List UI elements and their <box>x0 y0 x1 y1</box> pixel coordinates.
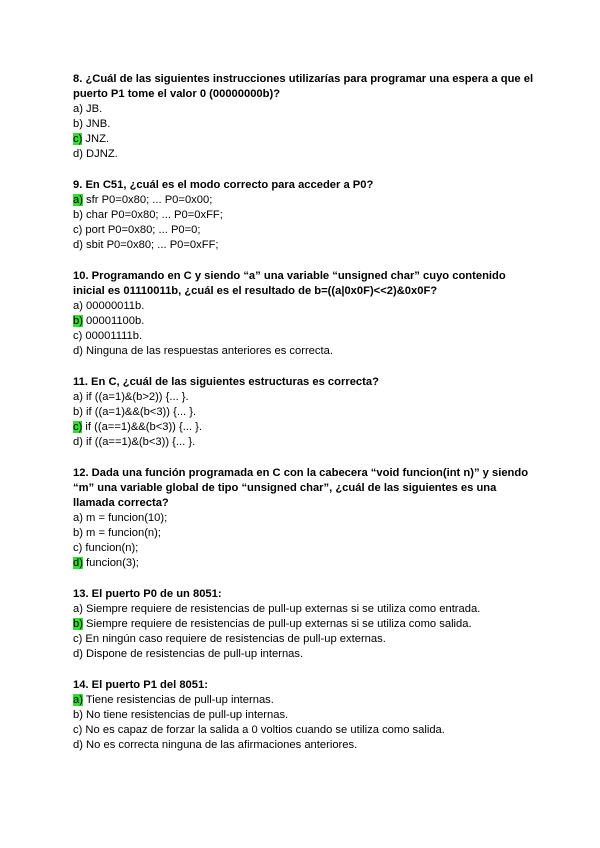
correct-answer-highlight: c) <box>73 421 83 433</box>
option-letter: c) <box>73 724 83 736</box>
option-c <box>73 632 540 647</box>
option-c <box>73 420 540 435</box>
question-title: 10. Programando en C y siendo “a” una variable “unsigned char” cuyo contenido inicial es 01110011b, ¿cuál es el resultado de b=((a|0x0F)<<2)&0x0F? <box>73 270 506 297</box>
option-d <box>73 435 540 450</box>
question-title: 12. Dada una función programada en C con la cabecera “void funcion(int n)” y siendo “m” una variable global de tipo “unsigned char”, ¿cuál de las siguientes es una llamada correcta? <box>73 467 529 509</box>
option-letter: c) <box>73 633 83 645</box>
option-b <box>73 314 540 329</box>
question-title: 9. En C51, ¿cuál es el modo correcto para acceder a P0? <box>73 179 374 191</box>
option-text: if ((a=1)&&(b<3)) {... }. <box>82 406 197 418</box>
option-text: funcion(3); <box>82 557 139 569</box>
option-letter: b) <box>73 709 83 721</box>
option-text: m = funcion(10); <box>82 512 168 524</box>
option-letter: c) <box>73 330 83 342</box>
correct-answer-highlight: a) <box>73 694 83 706</box>
correct-answer-highlight: d) <box>73 557 83 569</box>
option-letter: a) <box>73 512 83 524</box>
question-12 <box>73 466 540 571</box>
option-c <box>73 541 540 556</box>
correct-answer-highlight: c) <box>73 133 83 145</box>
option-text: sbit P0=0x80; ... P0=0xFF; <box>82 239 219 251</box>
option-letter: c) <box>73 542 83 554</box>
option-a <box>73 102 540 117</box>
correct-answer-highlight: a) <box>73 194 83 206</box>
option-letter: b) <box>73 406 83 418</box>
option-letter: b) <box>73 527 83 539</box>
option-d <box>73 738 540 753</box>
option-text: char P0=0x80; ... P0=0xFF; <box>82 209 223 221</box>
question-13 <box>73 587 540 662</box>
option-text: DJNZ. <box>82 148 118 160</box>
option-letter: a) <box>73 391 83 403</box>
option-d <box>73 647 540 662</box>
question-14 <box>73 678 540 753</box>
option-a <box>73 511 540 526</box>
option-letter: d) <box>73 739 83 751</box>
option-a <box>73 193 540 208</box>
option-a <box>73 390 540 405</box>
option-b <box>73 526 540 541</box>
option-letter: b) <box>73 209 83 221</box>
option-text: No es correcta ninguna de las afirmaciones anteriores. <box>82 739 358 751</box>
option-text: if ((a==1)&&(b<3)) {... }. <box>82 421 203 433</box>
option-b <box>73 117 540 132</box>
option-letter: d) <box>73 648 83 660</box>
option-b <box>73 708 540 723</box>
option-text: if ((a==1)&(b<3)) {... }. <box>82 436 196 448</box>
question-title: 11. En C, ¿cuál de las siguientes estructuras es correcta? <box>73 376 379 388</box>
question-8 <box>73 72 540 162</box>
question-9 <box>73 178 540 253</box>
option-text: JNB. <box>82 118 111 130</box>
option-text: Dispone de resistencias de pull-up internas. <box>82 648 304 660</box>
option-text: JNZ. <box>82 133 110 145</box>
option-text: Tiene resistencias de pull-up internas. <box>82 694 274 706</box>
correct-answer-highlight: b) <box>73 315 83 327</box>
question-10 <box>73 269 540 359</box>
option-letter: a) <box>73 300 83 312</box>
correct-answer-highlight: b) <box>73 618 83 630</box>
question-11 <box>73 375 540 450</box>
option-text: 00000011b. <box>82 300 145 312</box>
option-d <box>73 147 540 162</box>
option-letter: a) <box>73 103 83 115</box>
option-letter: d) <box>73 239 83 251</box>
option-text: En ningún caso requiere de resistencias de pull-up externas. <box>82 633 386 645</box>
option-b <box>73 617 540 632</box>
question-title: 14. El puerto P1 del 8051: <box>73 679 208 691</box>
option-a <box>73 602 540 617</box>
option-c <box>73 723 540 738</box>
option-d <box>73 238 540 253</box>
option-text: 00001100b. <box>82 315 145 327</box>
option-b <box>73 405 540 420</box>
option-letter: d) <box>73 345 83 357</box>
option-letter: d) <box>73 148 83 160</box>
option-c <box>73 329 540 344</box>
question-title: 8. ¿Cuál de las siguientes instrucciones utilizarías para programar una espera a que el puerto P1 tome el valor 0 (00000000b)? <box>73 73 534 100</box>
option-text: No es capaz de forzar la salida a 0 voltios cuando se utiliza como salida. <box>82 724 445 736</box>
option-d <box>73 556 540 571</box>
option-d <box>73 344 540 359</box>
option-text: JB. <box>82 103 103 115</box>
option-letter: c) <box>73 224 83 236</box>
option-text: Ninguna de las respuestas anteriores es correcta. <box>82 345 333 357</box>
option-text: if ((a=1)&(b>2)) {... }. <box>82 391 189 403</box>
option-c <box>73 223 540 238</box>
option-letter: a) <box>73 603 83 615</box>
option-letter: d) <box>73 436 83 448</box>
option-c <box>73 132 540 147</box>
option-b <box>73 208 540 223</box>
option-text: Siempre requiere de resistencias de pull-up externas si se utiliza como entrada. <box>82 603 481 615</box>
option-text: m = funcion(n); <box>82 527 161 539</box>
option-text: funcion(n); <box>82 542 139 554</box>
option-a <box>73 299 540 314</box>
option-text: sfr P0=0x80; ... P0=0x00; <box>82 194 213 206</box>
option-text: port P0=0x80; ... P0=0; <box>82 224 201 236</box>
option-a <box>73 693 540 708</box>
question-title: 13. El puerto P0 de un 8051: <box>73 588 222 600</box>
option-text: 00001111b. <box>82 330 143 342</box>
option-text: No tiene resistencias de pull-up internas. <box>82 709 289 721</box>
option-text: Siempre requiere de resistencias de pull-up externas si se utiliza como salida. <box>82 618 472 630</box>
option-letter: b) <box>73 118 83 130</box>
